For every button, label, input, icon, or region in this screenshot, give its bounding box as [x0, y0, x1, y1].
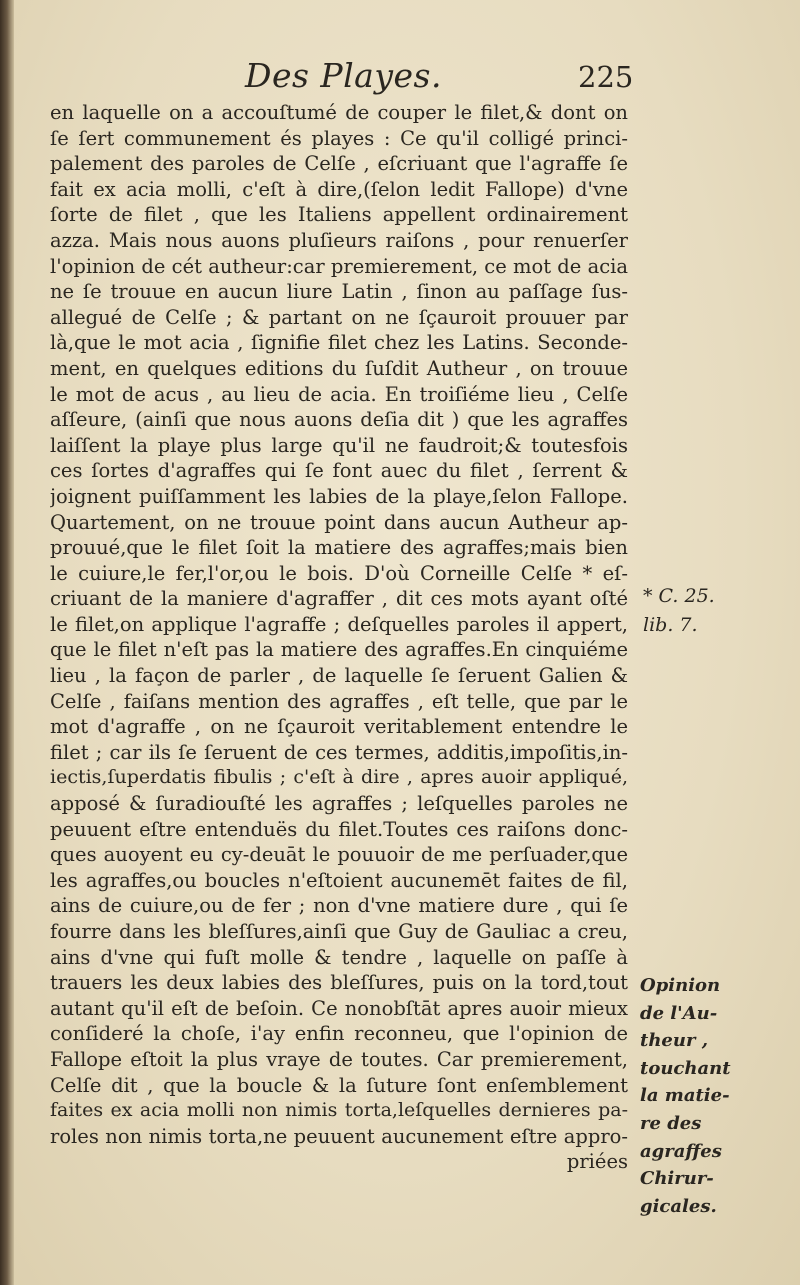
text-line: en laquelle on a accouſtumé de couper le filet,& dont on	[50, 101, 628, 124]
margin-note-line: gicales.	[640, 1195, 717, 1217]
text-line: peuuent eſtre entenduës du filet.Toutes ces raiſons donc-	[50, 817, 628, 841]
text-line: le cuiure,le fer,l'or,ou le bois. D'où Corneille Celſe * eſ-	[50, 561, 628, 585]
text-line: roles non nimis torta,ne peuuent aucunement eſtre appro-	[50, 1124, 628, 1148]
text-line: ces ſortes d'agraffes qui ſe font auec du filet , ſerrent &	[50, 459, 628, 483]
text-line: fait ex acia molli, c'eſt à dire,(ſelon ledit Fallope) d'vne	[50, 177, 628, 201]
text-line: laiſſent la playe plus large qu'il ne faudroit;& toutesfois	[50, 433, 628, 457]
text-line: conſideré la choſe, i'ay enfin reconneu, que l'opinion de	[50, 1022, 628, 1046]
text-line: priées	[566, 1150, 628, 1174]
text-line: iectis,ſuperdatis fibulis ; c'eſt à dire , apres auoir appliqué,	[50, 766, 628, 789]
text-line: prouué,que le filet ſoit la matiere des agraffes;mais bien	[50, 536, 628, 560]
text-line: apposé & ſuradiouſté les agraffes ; leſquelles paroles ne	[50, 792, 628, 816]
text-line: trauers les deux labies des bleſſures, puis on la tord,tout	[50, 971, 628, 995]
running-head	[0, 52, 800, 96]
margin-reference-line: lib. 7.	[643, 614, 698, 636]
text-line: Celſe , faiſans mention des agraffes , eſt telle, que par le	[50, 689, 628, 713]
text-line: Fallope eſtoit la plus vraye de toutes. Car premierement,	[50, 1047, 628, 1071]
margin-reference-line: * C. 25.	[643, 585, 715, 607]
margin-reference	[643, 582, 715, 640]
text-line: que le filet n'eſt pas la matiere des agraffes.En cinquiéme	[50, 638, 628, 662]
page-number: 225	[578, 60, 634, 94]
margin-note-line: re des	[640, 1112, 702, 1134]
text-line: Celſe dit , que la boucle & la ſuture ſont enſemblement	[50, 1073, 628, 1097]
text-line: lieu , la façon de parler , de laquelle ſe ſeruent Galien &	[50, 664, 628, 688]
text-line: autant qu'il eſt de beſoin. Ce nonobſtāt apres auoir mieux	[50, 996, 628, 1020]
text-line: ſorte de filet , que les Italiens appellent ordinairement	[50, 203, 628, 227]
text-line: ment, en quelques editions du ſuſdit Autheur , on trouue	[50, 356, 628, 380]
margin-note-line: theur ,	[640, 1030, 708, 1052]
text-line: mot d'agraffe , on ne ſçauroit veritablement entendre le	[50, 715, 628, 739]
text-line: allegué de Celſe ; & partant on ne ſçauroit prouuer par	[50, 305, 628, 329]
margin-note-line: agraffes	[640, 1140, 722, 1162]
text-line: là,que le mot acia , ſignifie filet chez les Latins. Seconde-	[50, 331, 628, 355]
text-line: l'opinion de cét autheur:car premierement, ce mot de acia	[50, 254, 628, 278]
text-line: criuant de la maniere d'agraffer , dit ces mots ayant oſté	[50, 587, 628, 611]
text-line: fourre dans les bleſſures,ainſi que Guy de Gauliac a creu,	[50, 920, 628, 943]
margin-note-line: de l'Au-	[640, 1002, 718, 1024]
text-line: faites ex acia molli non nimis torta,leſquelles dernieres pa-	[50, 1099, 628, 1122]
text-line: les agraffes,ou boucles n'eſtoient aucunemēt faites de fil,	[50, 868, 628, 892]
margin-note-line: Chirur-	[640, 1168, 714, 1190]
body-text	[50, 100, 628, 1175]
margin-note-line: Opinion	[640, 975, 721, 996]
margin-note	[640, 972, 731, 1220]
text-line: ains d'vne qui fuſt molle & tendre , laquelle on paſſe à	[50, 945, 628, 969]
text-line: Quartement, on ne trouue point dans aucun Autheur ap-	[50, 510, 628, 534]
text-line: ne ſe trouue en aucun liure Latin , ſinon au paſſage ſus-	[50, 280, 628, 304]
book-binding-edge	[0, 0, 14, 1285]
text-line: ains de cuiure,ou de fer ; non d'vne matiere dure , qui ſe	[50, 894, 628, 918]
text-line: filet ; car ils ſe ſeruent de ces termes, additis,impoſitis,in-	[50, 740, 628, 764]
text-line: palement des paroles de Celſe , eſcriuant que l'agraffe ſe	[50, 152, 628, 176]
text-line: aſſeure, (ainſi que nous auons deſia dit ) que les agraffes	[50, 408, 628, 432]
margin-note-line: touchant	[640, 1057, 731, 1079]
text-line: le mot de acus , au lieu de acia. En troiſiéme lieu , Celſe	[50, 382, 628, 406]
text-line: le filet,on applique l'agraffe ; deſquelles paroles il appert,	[50, 612, 628, 636]
text-line: ques auoyent eu cy-deuāt le pouuoir de me perſuader,que	[50, 843, 628, 867]
text-line: ſe ſert communement és playes : Ce qu'il colligé princi-	[50, 126, 628, 150]
running-title: Des Playes.	[245, 56, 442, 95]
text-line: azza. Mais nous auons pluſieurs raiſons , pour renuerſer	[50, 228, 628, 252]
text-line: joignent puiſſamment les labies de la playe,ſelon Fallope.	[50, 484, 628, 508]
margin-note-line: la matie-	[640, 1085, 730, 1107]
